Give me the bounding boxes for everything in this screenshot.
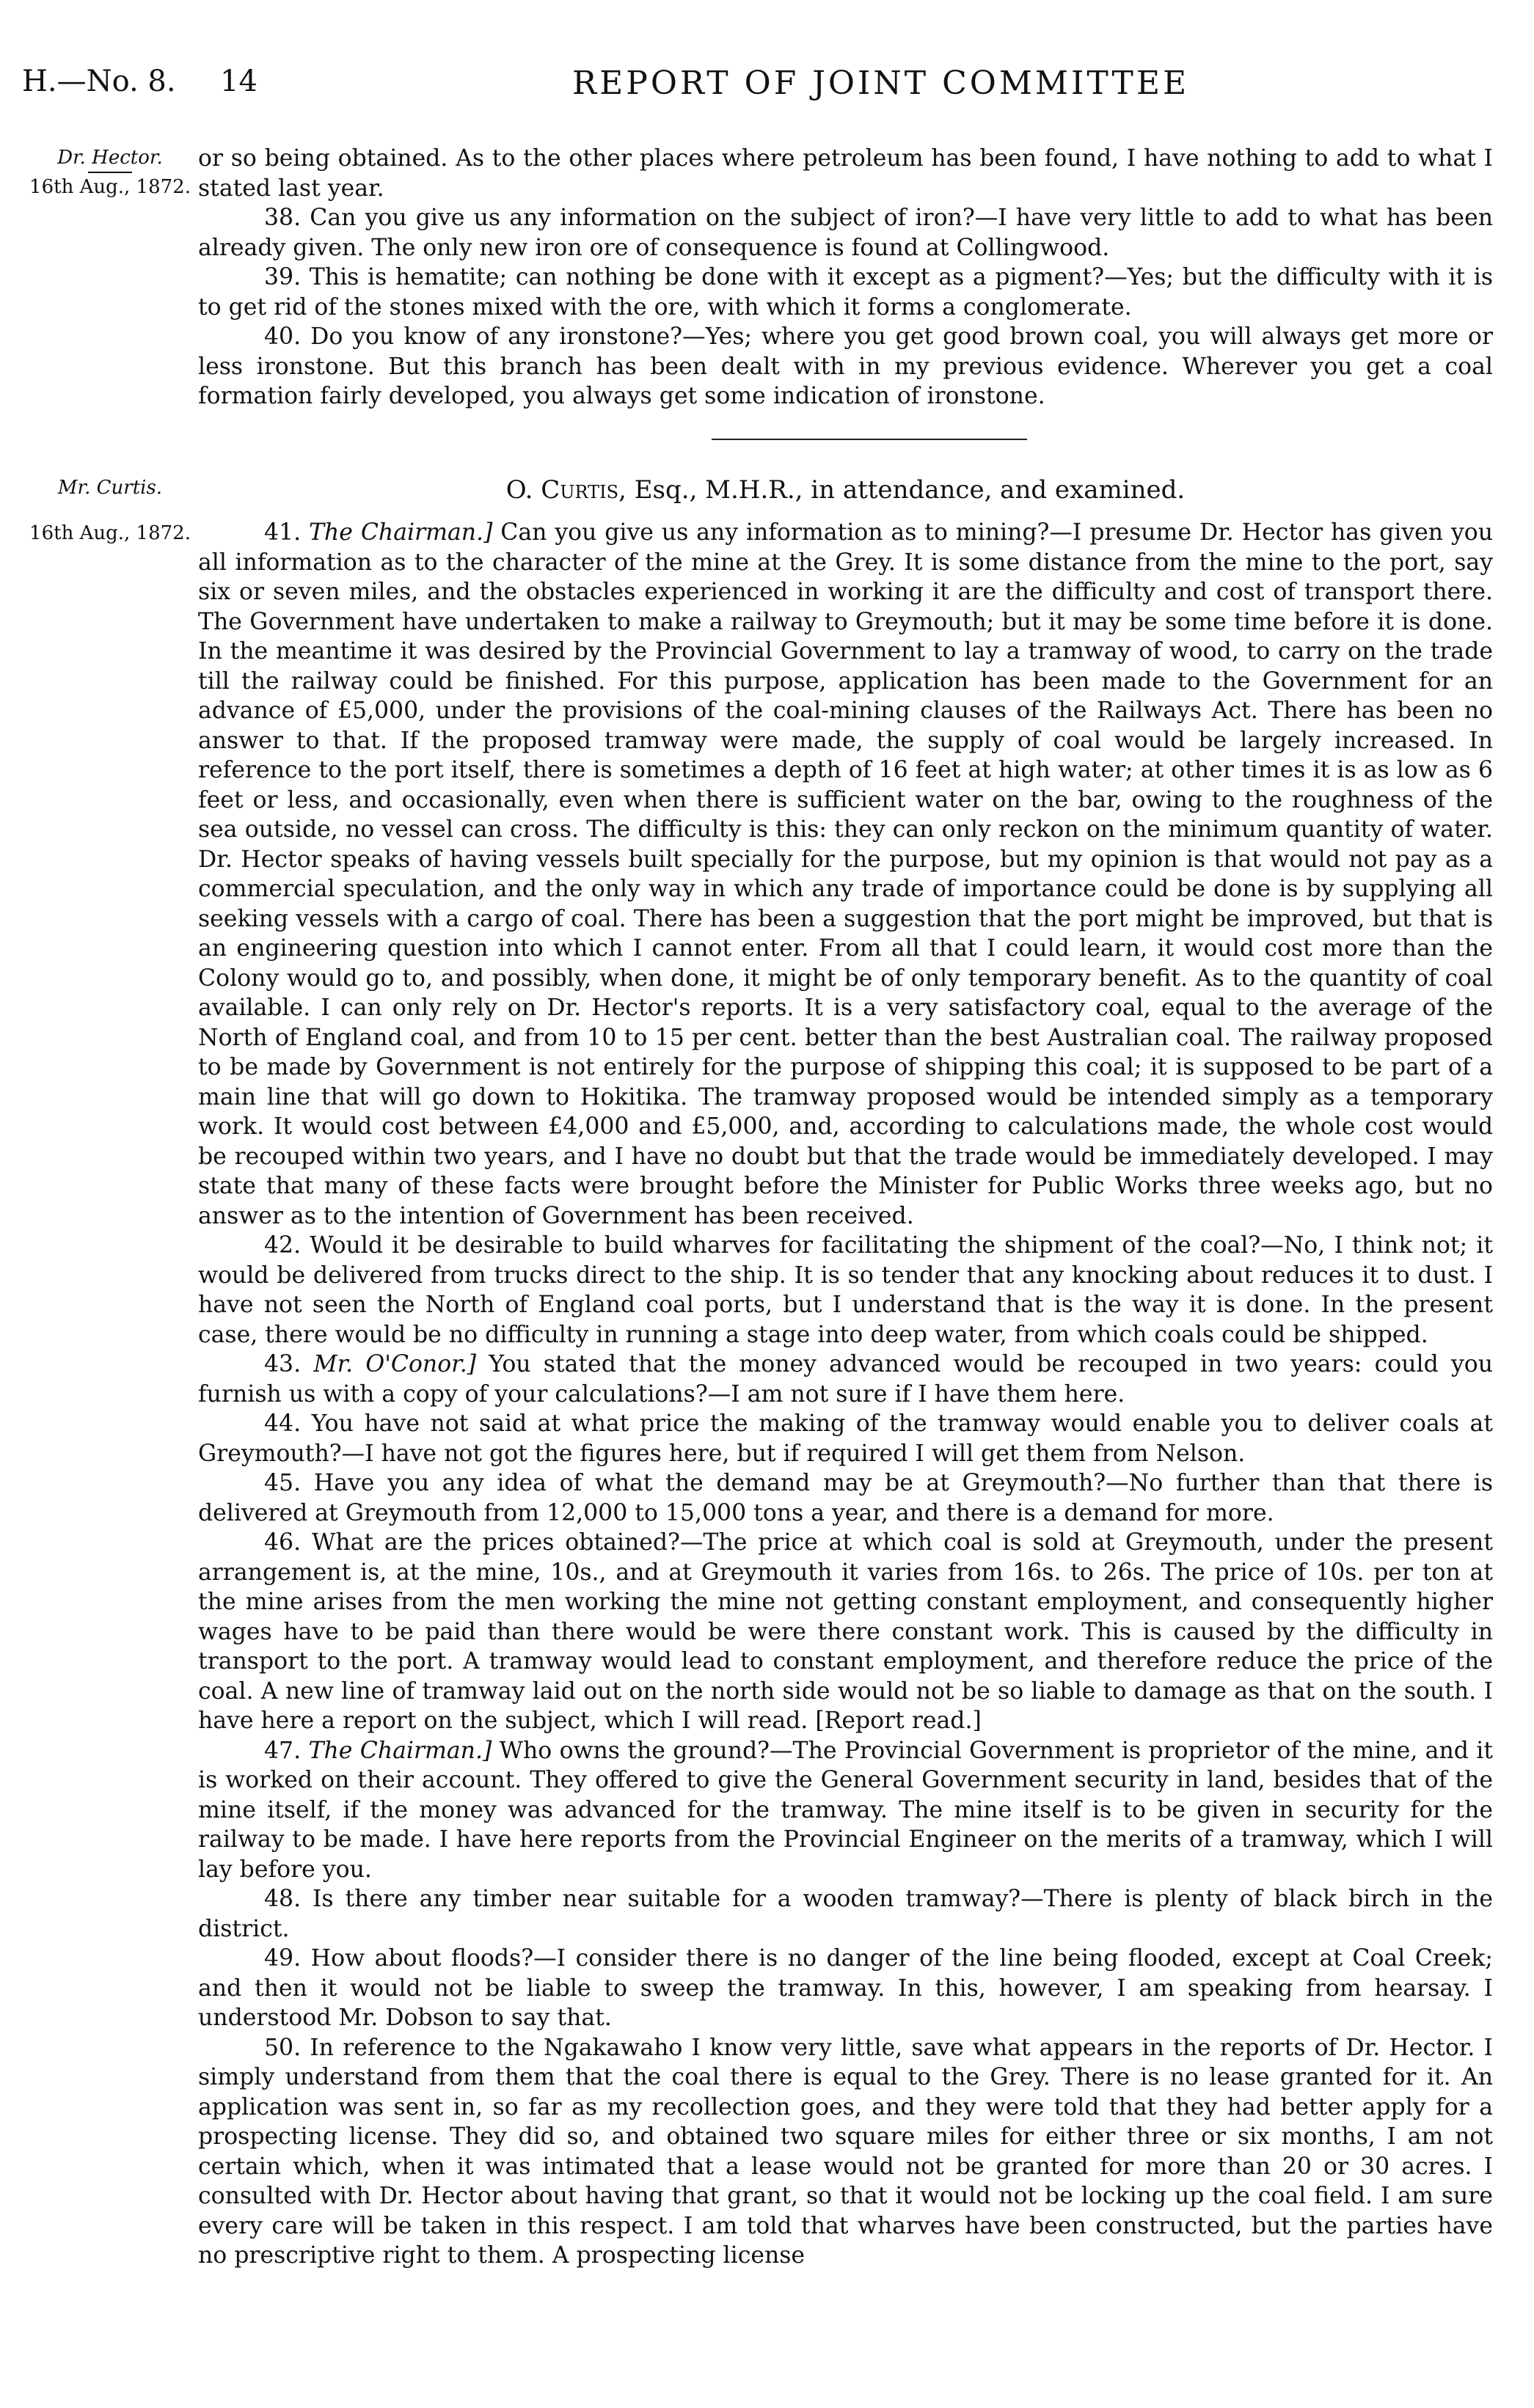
speaker: The Chairman.]	[308, 1737, 492, 1764]
question-text: You stated that the money advanced would be recouped in two years: could you furnish us with a copy of your calculations?—I am not sure if I have them here.	[198, 1351, 1493, 1408]
question-45: 45. Have you any idea of what the demand may be at Greymouth?—No further than that there is delivered at Greymouth from 12,000 to 15,000 tons a year, and there is a demand for more.	[198, 1470, 1493, 1526]
paragraph: 39. This is hematite; can nothing be done with it except as a pigment?—Yes; but the difficulty with it is to get rid of the stones mixed with the ore, with which it forms a conglomerate.	[198, 264, 1493, 321]
speaker: The Chairman.]	[309, 519, 493, 546]
paragraph: 40. Do you know of any ironstone?—Yes; where you get good brown coal, you will always get more or less ironstone. But this branch has been dealt with in my previous evidence. Wherever you get a coal formation fairly developed, you always get some indication of ironstone.	[198, 323, 1493, 409]
witness-name: O. Curtis	[505, 475, 619, 505]
question-47	[198, 1736, 1493, 1885]
margin-rule	[88, 172, 132, 173]
question-48: 48. Is there any timber near suitable for a wooden tramway?—There is plenty of black birch in the district.	[198, 1886, 1493, 1942]
speaker: Mr. O'Conor.]	[313, 1351, 477, 1377]
section-divider	[712, 439, 1027, 440]
page-header	[0, 65, 1534, 123]
question-number: 47.	[264, 1737, 302, 1764]
paragraph: 38. Can you give us any information on the subject of iron?—I have very little to add to what has been already given. The only new iron ore of consequence is found at Collingwood.	[198, 205, 1493, 261]
question-50: 50. In reference to the Ngakawaho I know very little, save what appears in the reports of Dr. Hector. I simply understand from them that the coal there is equal to the Grey. There is no lease granted for it. An application was sent in, so far as my recollection goes, and they were told that they had better apply for a prospecting license. They did so, and obtained two square miles for either three or six months, I am not certain which, when it was intimated that a lease would not be granted for more than 20 or 30 acres. I consulted with Dr. Hector about having that grant, so that it would not be locking up the coal field. I am sure every care will be taken in this respect. I am told that wharves have been constructed, but the parties have no prescriptive right to them. A prospecting license	[198, 2034, 1493, 2269]
question-41	[198, 518, 1493, 1231]
question-42: 42. Would it be desirable to build wharves for facilitating the shipment of the coal?—No, I think not; it would be delivered from trucks direct to the ship. It is so tender that any knocking about reduces it to dust. I have not seen the North of England coal ports, but I understand that is the way it is done. In the present case, there would be no difficulty in running a stage into deep water, from which coals could be shipped.	[198, 1232, 1493, 1348]
question-text: Can you give us any information as to mining?—I presume Dr. Hector has given you all information as to the character of the mine at the Grey. It is some distance from the mine to the port, say six or seven miles, and the obstacles experienced in working it are the difficulty and cost of transport there. The Government have undertaken to make a railway to Greymouth; but it may be some time before it is done. In the meantime it was desired by the Provincial Government to lay a tramway of wood, to carry on the trade till the railway could be finished. For this purpose, application has been made to the Government for an advance of £5,000, under the provisions of the coal-mining clauses of the Railways Act. There has been no answer to that. If the proposed tramway were made, the supply of coal would be largely increased. In reference to the port itself, there is sometimes a depth of 16 feet at high water; at other times it is as low as 6 feet or less, and occasionally, even when there is sufficient water on the bar, owing to the roughness of the sea outside, no vessel can cross. The difficulty is this: they can only reckon on the minimum quantity of water. Dr. Hector speaks of having vessels built specially for the purpose, but my opinion is that would not pay as a commercial speculation, and the only way in which any trade of importance could be done is by supplying all seeking vessels with a cargo of coal. There has been a suggestion that the port might be improved, but that is an engineering question into which I cannot enter. From all that I could learn, it would cost more than the Colony would go to, and possibly, when done, it might be of only temporary benefit. As to the quantity of coal available. I can only rely on Dr. Hector's reports. It is a very satisfactory coal, equal to the average of the North of England coal, and from 10 to 15 per cent. better than the best Australian coal. The railway proposed to be made by Government is not entirely for the purpose of shipping this coal; it is supposed to be part of a main line that will go down to Hokitika. The tramway proposed would be intended simply as a temporary work. It would cost between £4,000 and £5,000, and, according to calculations made, the whole cost would be recouped within two years, and I have no doubt but that the trade would be immediately developed. I may state that many of these facts were brought before the Minister for Public Works three weeks ago, but no answer as to the intention of Government has been received.	[198, 519, 1494, 1229]
margin-date-curtis	[22, 522, 198, 544]
question-text: Who owns the ground?—The Provincial Government is proprietor of the mine, and it is worked on their account. They offered to give the General Government security in land, besides that of the mine itself, if the money was advanced for the tramway. The mine itself is to be given in security for the railway to be made. I have here reports from the Provincial Engineer on the merits of a tramway, which I will lay before you.	[198, 1737, 1493, 1883]
question-number: 41.	[264, 519, 302, 546]
question-44: 44. You have not said at what price the making of the tramway would enable you to deliver coals at Greymouth?—I have not got the figures here, but if required I will get them from Nelson.	[198, 1410, 1493, 1467]
margin-date: 16th Aug., 1872.	[29, 176, 191, 198]
document-reference: H.—No. 8.	[22, 65, 176, 98]
question-49: 49. How about floods?—I consider there is no danger of the line being flooded, except at Coal Creek; and then it would not be liable to sweep the tramway. In this, however, I am speaking from hearsay. I understood Mr. Dobson to say that.	[198, 1945, 1493, 2031]
question-46: 46. What are the prices obtained?—The price at which coal is sold at Greymouth, under the present arrangement is, at the mine, 10s., and at Greymouth it varies from 16s. to 26s. The price of 10s. per ton at the mine arises from the men working the mine not getting constant employment, and consequently higher wages have to be paid than there would be were there constant work. This is caused by the difficulty in transport to the port. A tramway would lead to constant employment, and therefore reduce the price of the coal. A new line of tramway laid out on the north side would not be so liable to damage as that on the south. I have here a report on the subject, which I will read. [Report read.]	[198, 1529, 1493, 1734]
question-43	[198, 1350, 1493, 1409]
margin-witness-name: Mr. Curtis.	[57, 477, 163, 499]
margin-note-curtis	[22, 477, 198, 499]
page-number: 14	[220, 65, 258, 98]
margin-note-hector	[22, 147, 198, 198]
margin-date: 16th Aug., 1872.	[29, 522, 191, 544]
section-curtis	[198, 518, 1493, 2271]
section-hector	[198, 144, 1493, 411]
witness-heading-rest: , Esq., M.H.R., in attendance, and examined.	[618, 475, 1186, 505]
question-number: 43.	[264, 1351, 302, 1377]
paragraph: or so being obtained. As to the other places where petroleum has been found, I have nothing to add to what I stated last year.	[198, 145, 1493, 202]
witness-heading	[198, 475, 1493, 505]
margin-witness-name: Dr. Hector.	[57, 147, 163, 169]
page-title: REPORT OF JOINT COMMITTEE	[572, 65, 1190, 102]
